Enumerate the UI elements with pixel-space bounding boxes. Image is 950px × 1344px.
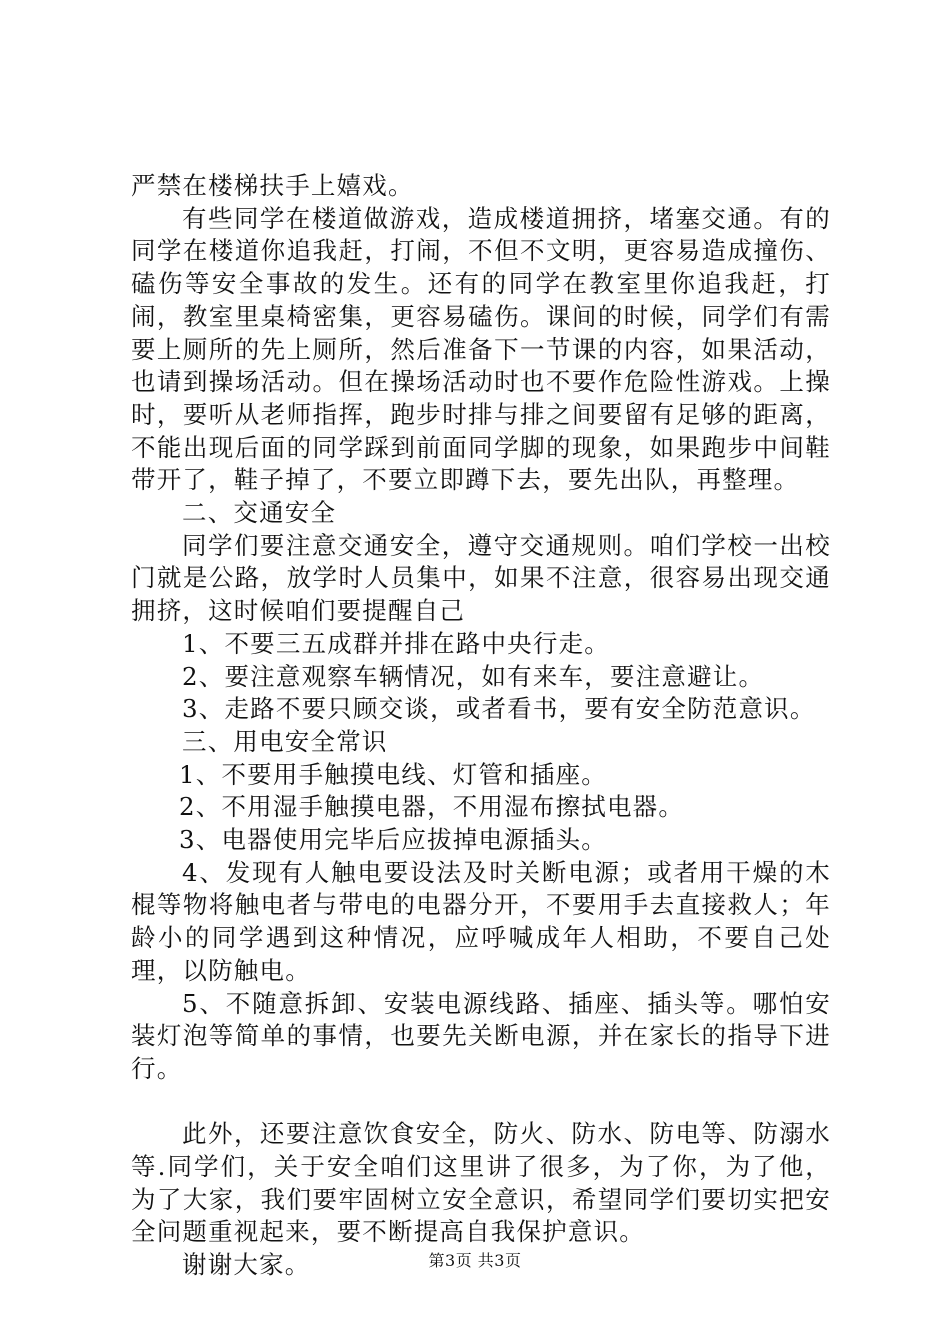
list-item: 1、不要用手触摸电线、灯管和插座。 [179, 759, 607, 789]
list-item: 4、发现有人触电要设法及时关断电源；或者用干燥的木棍等物将触电者与带电的电器分开，不要用手去直接救人；年龄小的同学遇到这种情况，应呼喊成年人相助，不要自己处理，以防触电。 [131, 857, 831, 985]
list-item: 3、走路不要只顾交谈，或者看书，要有安全防范意识。 [182, 694, 816, 724]
list-item: 1、不要三五成群并排在路中央行走。 [182, 628, 610, 658]
closing-line: 谢谢大家。 [182, 1250, 311, 1280]
document-body [131, 170, 831, 1282]
list-item: 2、不用湿手触摸电器，不用湿布擦拭电器。 [179, 792, 685, 822]
paragraph-spacer [131, 1086, 831, 1119]
paragraph: 严禁在楼梯扶手上嬉戏。 [131, 171, 414, 200]
paragraph: 同学们要注意交通安全，遵守交通规则。咱们学校一出校门就是公路，放学时人员集中，如果不注意，很容易出现交通拥挤，这时候咱们要提醒自己 [131, 530, 831, 626]
page-number-footer: 第3页 共3页 [428, 1251, 522, 1270]
list-item: 2、要注意观察车辆情况，如有来车，要注意避让。 [182, 661, 765, 691]
list-item: 5、不随意拆卸、安装电源线路、插座、插头等。哪怕安装灯泡等简单的事情，也要先关断电源，并在家长的指导下进行。 [131, 988, 831, 1083]
paragraph: 此外，还要注意饮食安全，防火、防水、防电等、防溺水等.同学们，关于安全咱们这里讲了很多，为了你，为了他，为了大家，我们要牢固树立安全意识，希望同学们要切实把安全问题重视起来，要不断提高自我保护意识。 [131, 1119, 831, 1247]
section-heading: 三、用电安全常识 [182, 726, 388, 756]
section-heading: 二、交通安全 [182, 498, 337, 528]
list-item: 3、电器使用完毕后应拔掉电源插头。 [179, 825, 607, 855]
paragraph: 有些同学在楼道做游戏，造成楼道拥挤，堵塞交通。有的同学在楼道你追我赶，打闹，不但不文明，更容易造成撞伤、磕伤等安全事故的发生。还有的同学在教室里你追我赶，打闹，教室里桌椅密集，更容易磕伤。课间的时候，同学们有需要上厕所的先上厕所，然后准备下一节课的内容，如果活动，也请到操场活动。但在操场活动时也不要作危险性游戏。上操时，要听从老师指挥，跑步时排与排之间要留有足够的距离，不能出现后面的同学踩到前面同学脚的现象，如果跑步中间鞋带开了，鞋子掉了，不要立即蹲下去，要先出队，再整理。 [131, 203, 831, 495]
